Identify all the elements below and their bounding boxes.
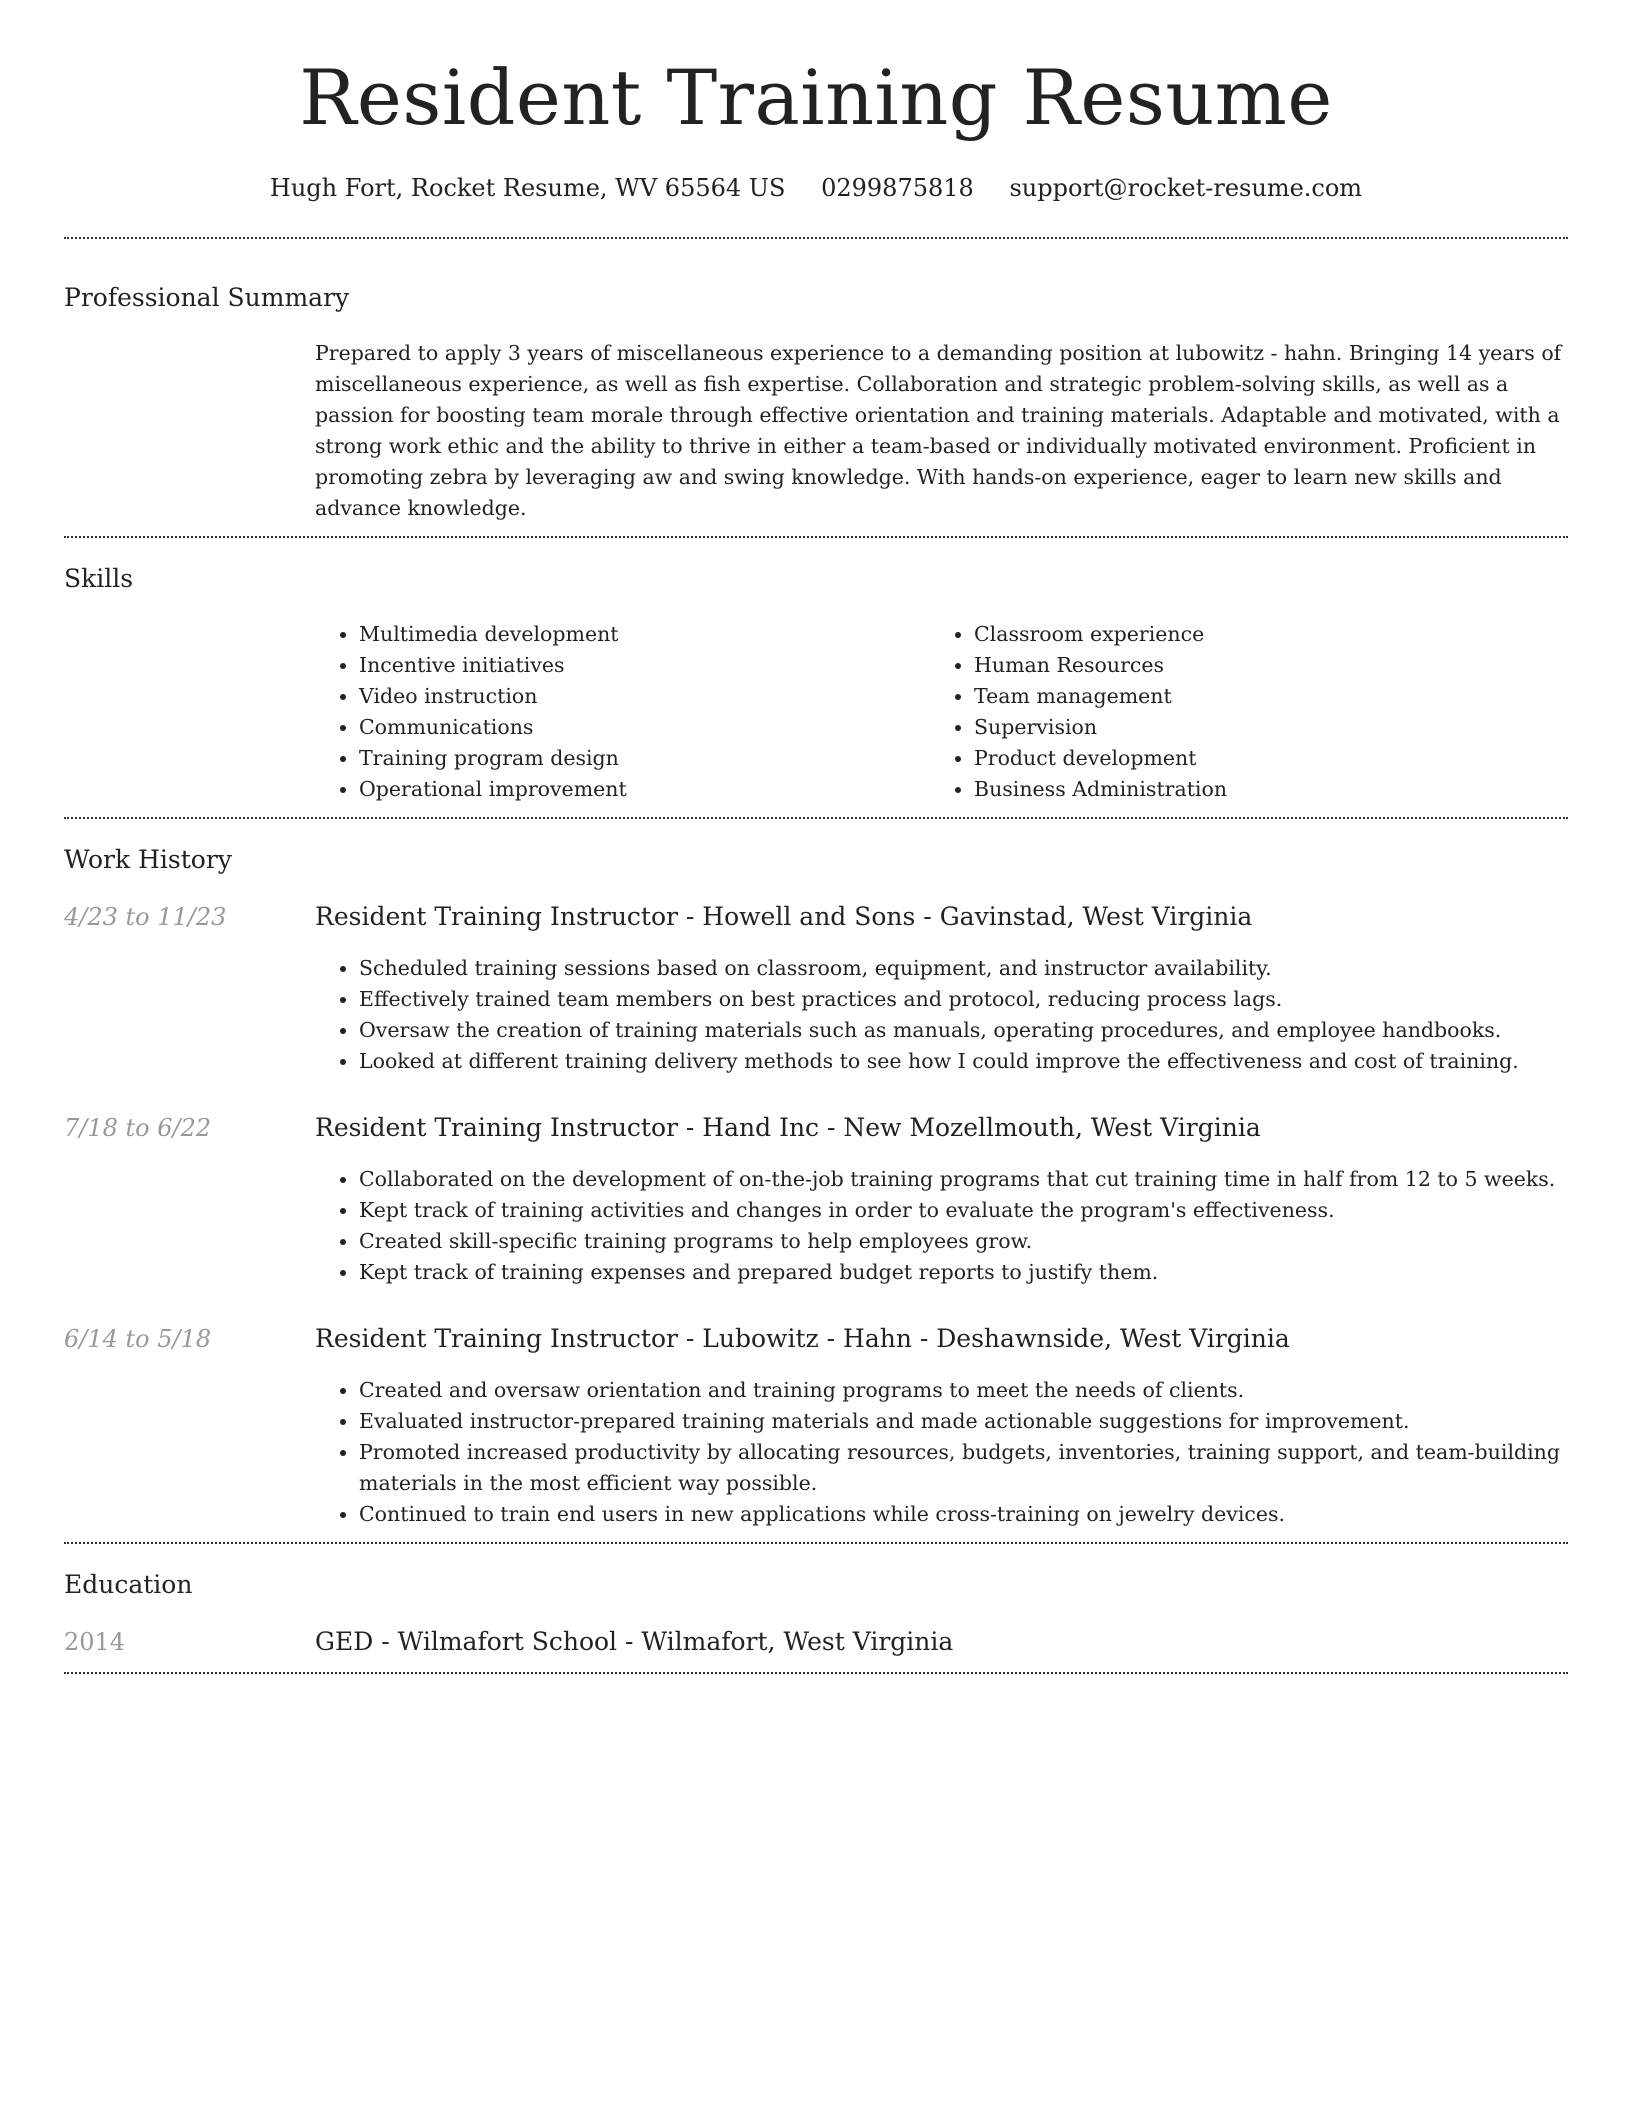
divider xyxy=(64,1672,1568,1674)
contact-email: support@rocket-resume.com xyxy=(1009,174,1363,202)
skill-item: • Supervision xyxy=(974,712,1545,743)
contact-line xyxy=(64,174,1568,203)
skills-list xyxy=(315,619,1568,817)
job-entry xyxy=(64,1324,1568,1542)
education-date: 2014 xyxy=(64,1627,126,1656)
job-bullet: • Effectively trained team members on best practices and protocol, reducing process lags. xyxy=(359,984,1568,1015)
section-title-skills: Skills xyxy=(64,563,134,593)
job-bullet: • Oversaw the creation of training materials such as manuals, operating procedures, and employee handbooks. xyxy=(359,1015,1568,1046)
job-bullet: • Continued to train end users in new applications while cross-training on jewelry devices. xyxy=(359,1499,1568,1530)
job-bullet: • Created and oversaw orientation and training programs to meet the needs of clients. xyxy=(359,1375,1568,1406)
work-history-section xyxy=(64,819,1568,1542)
section-title-summary: Professional Summary xyxy=(64,282,350,312)
section-title-education: Education xyxy=(64,1569,193,1599)
skill-item: • Team management xyxy=(974,681,1545,712)
skill-item: • Human Resources xyxy=(974,650,1545,681)
job-heading: Resident Training Instructor - Hand Inc - New Mozellmouth, West Virginia xyxy=(315,1112,1261,1142)
contact-phone: 0299875818 xyxy=(821,174,974,202)
skill-item: • Product development xyxy=(974,743,1545,774)
job-bullet: • Collaborated on the development of on-the-job training programs that cut training time in half from 12 to 5 weeks. xyxy=(359,1164,1568,1195)
skill-item: • Training program design xyxy=(359,743,930,774)
skill-item: • Communications xyxy=(359,712,930,743)
job-bullet: • Promoted increased productivity by allocating resources, budgets, inventories, training support, and team-building materials in the most efficient way possible. xyxy=(359,1437,1568,1499)
education-entry xyxy=(64,1627,1568,1672)
job-header xyxy=(64,902,1568,931)
job-bullet: • Kept track of training expenses and prepared budget reports to justify them. xyxy=(359,1257,1568,1288)
summary-section xyxy=(64,239,1568,536)
skills-section xyxy=(64,538,1568,817)
job-dates: 4/23 to 11/23 xyxy=(64,902,227,931)
job-bullet: • Scheduled training sessions based on classroom, equipment, and instructor availability. xyxy=(359,953,1568,984)
job-dates: 6/14 to 5/18 xyxy=(64,1324,212,1353)
job-bullet: • Looked at different training delivery methods to see how I could improve the effectiveness and cost of training. xyxy=(359,1046,1568,1077)
skill-item: • Classroom experience xyxy=(974,619,1545,650)
skill-item: • Video instruction xyxy=(359,681,930,712)
job-header xyxy=(64,1113,1568,1142)
job-heading: Resident Training Instructor - Howell and Sons - Gavinstad, West Virginia xyxy=(315,901,1253,931)
summary-text: Prepared to apply 3 years of miscellaneous experience to a demanding position at lubowitz - hahn. Bringing 14 years of miscellaneous experience, as well as fish expertise. Collaboration and strategic problem-solving skills, as well as a passion for boosting team morale through effective orientation and training materials. Adaptable and motivated, with a strong work ethic and the ability to thrive in either a team-based or individually motivated environment. Proficient in promoting zebra by leveraging aw and swing knowledge. With hands-on experience, eager to learn new skills and advance knowledge. xyxy=(315,340,1562,520)
job-bullets xyxy=(315,953,1568,1077)
job-bullets xyxy=(315,1164,1568,1288)
job-bullets xyxy=(315,1375,1568,1542)
skills-column-left xyxy=(315,619,930,805)
education-section xyxy=(64,1544,1568,1672)
section-title-work-history: Work History xyxy=(64,844,232,874)
resume-page xyxy=(64,0,1568,1674)
education-heading: GED - Wilmafort School - Wilmafort, West Virginia xyxy=(315,1626,954,1656)
job-dates: 7/18 to 6/22 xyxy=(64,1113,212,1142)
skill-item: • Operational improvement xyxy=(359,774,930,805)
job-header xyxy=(64,1324,1568,1353)
job-bullet: • Evaluated instructor-prepared training materials and made actionable suggestions for improvement. xyxy=(359,1406,1568,1437)
resume-title: Resident Training Resume xyxy=(299,53,1333,142)
skill-item: • Business Administration xyxy=(974,774,1545,805)
job-bullet: • Created skill-specific training programs to help employees grow. xyxy=(359,1226,1568,1257)
skills-column-right xyxy=(930,619,1545,805)
job-entry xyxy=(64,902,1568,1077)
skill-item: • Incentive initiatives xyxy=(359,650,930,681)
job-heading: Resident Training Instructor - Lubowitz - Hahn - Deshawnside, West Virginia xyxy=(315,1323,1290,1353)
job-entry xyxy=(64,1113,1568,1288)
job-bullet: • Kept track of training activities and changes in order to evaluate the program's effectiveness. xyxy=(359,1195,1568,1226)
contact-address: Hugh Fort, Rocket Resume, WV 65564 US xyxy=(269,174,786,202)
skill-item: • Multimedia development xyxy=(359,619,930,650)
